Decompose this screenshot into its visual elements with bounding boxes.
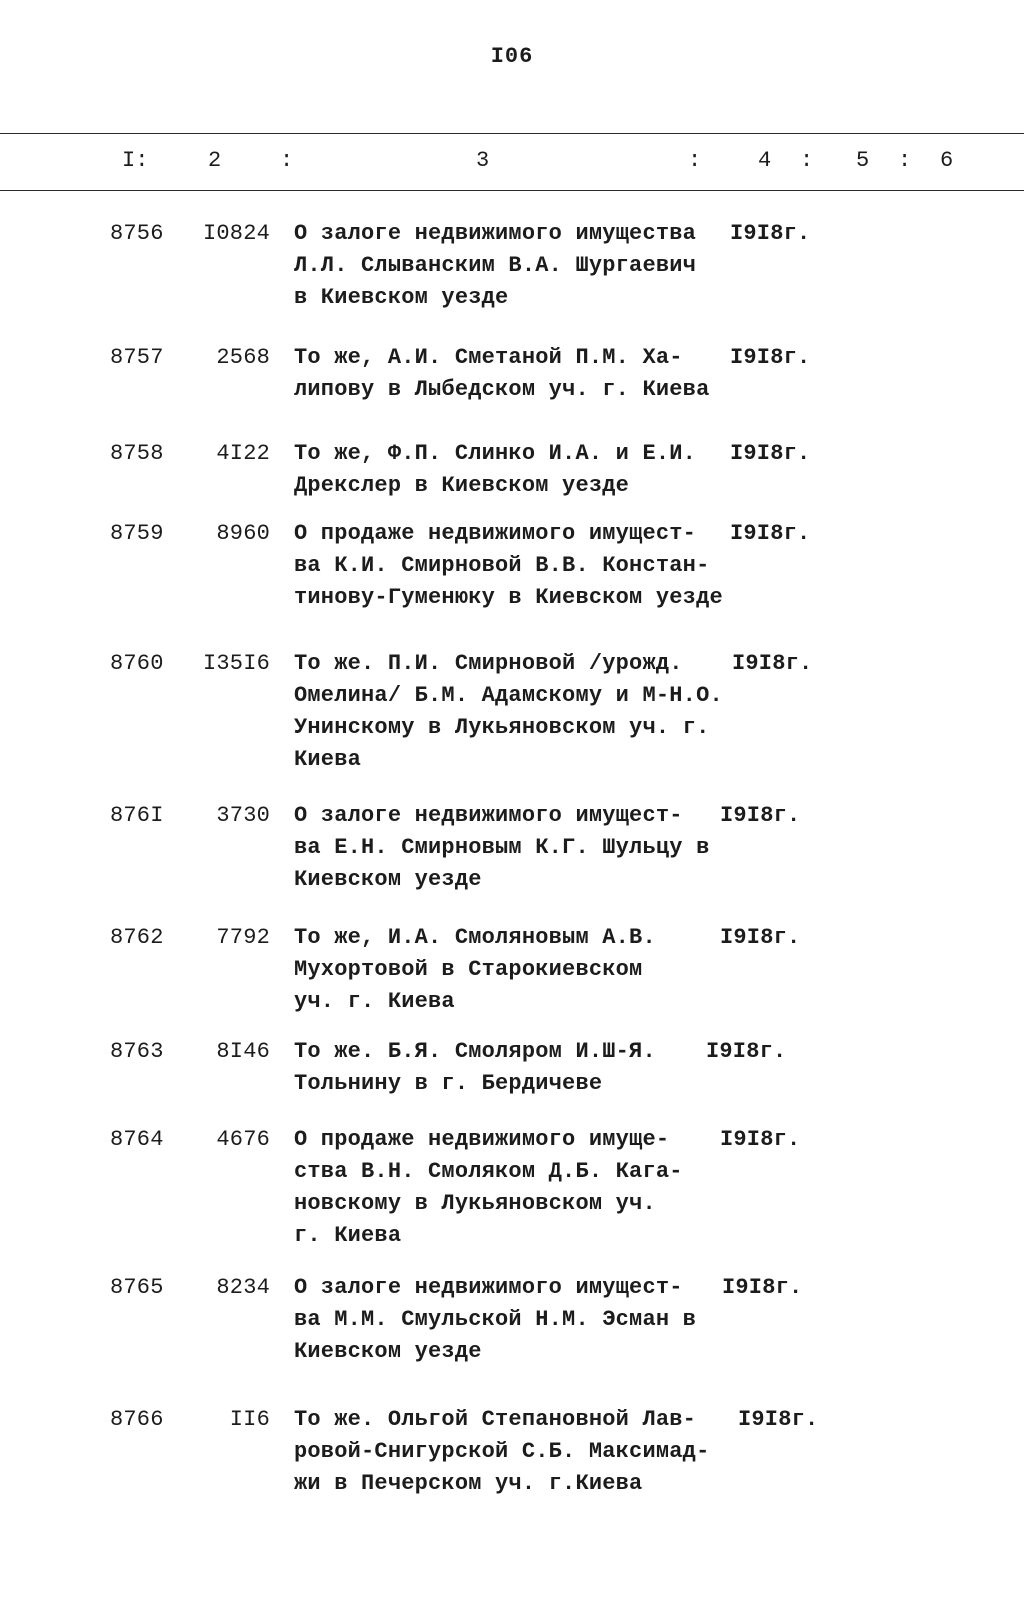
entry-title-line: ровой-Снигурской С.Б. Максимад-: [294, 1439, 710, 1464]
entry-title-line: тинову-Гуменюку в Киевском уезде: [294, 585, 723, 610]
entry-number: 8758: [110, 441, 164, 466]
header-col-6: 6: [940, 148, 954, 173]
entry-title-line: Омелина/ Б.М. Адамскому и М-Н.О.: [294, 683, 723, 708]
entry-title-line: То же, А.И. Сметаной П.М. Ха-: [294, 345, 683, 370]
entry-date: I9I8г.: [706, 1039, 787, 1064]
entry-number: 8760: [110, 651, 164, 676]
entry-number: 8764: [110, 1127, 164, 1152]
table-top-rule: [0, 133, 1024, 134]
entry-date: I9I8г.: [720, 1127, 801, 1152]
entry-title-line: То же. Б.Я. Смоляром И.Ш-Я.: [294, 1039, 656, 1064]
entry-date: I9I8г.: [730, 221, 811, 246]
entry-date: I9I8г.: [732, 651, 813, 676]
page-number: I06: [490, 44, 534, 69]
entry-case-count: 7792: [216, 925, 270, 950]
list-item: [0, 218, 1024, 314]
header-separator: :: [280, 148, 294, 173]
entry-case-count: I35I6: [202, 651, 270, 676]
entry-title-line: О продаже недвижимого имуще-: [294, 1127, 670, 1152]
header-col-3: 3: [476, 148, 490, 173]
entry-date: I9I8г.: [730, 441, 811, 466]
entry-number: 8756: [110, 221, 164, 246]
list-item: [0, 648, 1024, 776]
header-separator: :: [688, 148, 702, 173]
list-item: [0, 1036, 1024, 1100]
entry-case-count: 4I22: [216, 441, 270, 466]
header-separator: :: [800, 148, 814, 173]
entry-title-line: Киевском уезде: [294, 867, 482, 892]
list-item: [0, 1124, 1024, 1252]
entry-number: 8762: [110, 925, 164, 950]
header-col-4: 4: [758, 148, 772, 173]
entry-title-line: ва Е.Н. Смирновым К.Г. Шульцу в: [294, 835, 710, 860]
entry-title-line: То же, Ф.П. Слинко И.А. и Е.И.: [294, 441, 697, 466]
entry-title-line: Киевском уезде: [294, 1339, 482, 1364]
list-item: [0, 342, 1024, 406]
header-separator: :: [898, 148, 912, 173]
entry-title-line: То же. Ольгой Степановной Лав-: [294, 1407, 697, 1432]
list-item: [0, 1272, 1024, 1368]
list-item: [0, 800, 1024, 896]
list-item: [0, 518, 1024, 614]
entry-title-line: новскому в Лукьяновском уч.: [294, 1191, 656, 1216]
entry-number: 8763: [110, 1039, 164, 1064]
entry-case-count: 2568: [216, 345, 270, 370]
entry-case-count: 4676: [216, 1127, 270, 1152]
table-header-row: [0, 148, 1024, 178]
entry-date: I9I8г.: [720, 925, 801, 950]
entry-title-line: г. Киева: [294, 1223, 402, 1248]
list-item: [0, 438, 1024, 502]
entry-title-line: липову в Лыбедском уч. г. Киева: [294, 377, 710, 402]
entry-date: I9I8г.: [722, 1275, 803, 1300]
entry-title-line: в Киевском уезде: [294, 285, 509, 310]
list-item: [0, 1404, 1024, 1500]
header-col-2: 2: [208, 148, 222, 173]
entry-case-count: II6: [229, 1407, 270, 1432]
entry-title-line: Киева: [294, 747, 362, 772]
entry-date: I9I8г.: [738, 1407, 819, 1432]
entry-date: I9I8г.: [720, 803, 801, 828]
entry-title-line: Тольнину в г. Бердичеве: [294, 1071, 603, 1096]
entry-date: I9I8г.: [730, 345, 811, 370]
entry-number: 876I: [110, 803, 164, 828]
entry-title-line: Дрекслер в Киевском уезде: [294, 473, 630, 498]
entry-number: 8757: [110, 345, 164, 370]
entry-case-count: 8960: [216, 521, 270, 546]
entry-title-line: То же, И.А. Смоляновым А.В.: [294, 925, 656, 950]
entry-case-count: 8I46: [216, 1039, 270, 1064]
entry-title-line: О залоге недвижимого имущества: [294, 221, 697, 246]
entry-case-count: 3730: [216, 803, 270, 828]
entry-title-line: О залоге недвижимого имущест-: [294, 803, 683, 828]
entry-title-line: ва К.И. Смирновой В.В. Констан-: [294, 553, 710, 578]
table-header-rule: [0, 190, 1024, 191]
entry-title-line: То же. П.И. Смирновой /урожд.: [294, 651, 683, 676]
entry-number: 8759: [110, 521, 164, 546]
entry-title-line: О залоге недвижимого имущест-: [294, 1275, 683, 1300]
entry-case-count: I0824: [202, 221, 270, 246]
entry-title: [294, 1404, 814, 1500]
entry-title-line: О продаже недвижимого имущест-: [294, 521, 697, 546]
entry-title-line: ва М.М. Смульской Н.М. Эсман в: [294, 1307, 697, 1332]
entry-case-count: 8234: [216, 1275, 270, 1300]
entry-title-line: Л.Л. Слыванским В.А. Шургаевич: [294, 253, 697, 278]
entry-title-line: жи в Печерском уч. г.Киева: [294, 1471, 643, 1496]
entry-title-line: ства В.Н. Смоляком Д.Б. Кага-: [294, 1159, 683, 1184]
entry-title-line: Мухортовой в Старокиевском: [294, 957, 643, 982]
entry-date: I9I8г.: [730, 521, 811, 546]
header-col-5: 5: [856, 148, 870, 173]
header-col-1: I:: [122, 148, 149, 173]
entry-number: 8766: [110, 1407, 164, 1432]
entry-title-line: Унинскому в Лукьяновском уч. г.: [294, 715, 710, 740]
list-item: [0, 922, 1024, 1018]
entry-title-line: уч. г. Киева: [294, 989, 455, 1014]
entry-number: 8765: [110, 1275, 164, 1300]
